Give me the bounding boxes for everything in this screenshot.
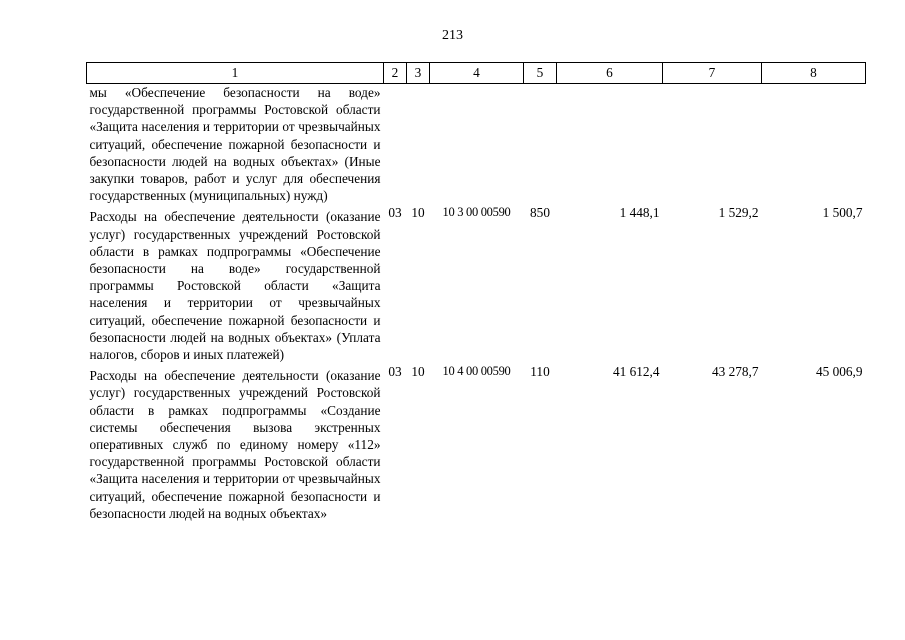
column-number-header bbox=[87, 63, 866, 84]
row-subsection bbox=[407, 84, 430, 205]
column-header: 2 bbox=[384, 63, 407, 84]
table-row bbox=[87, 204, 866, 363]
row-section: 03 bbox=[388, 364, 402, 380]
row-amount-year-2 bbox=[663, 84, 762, 205]
row-subsection: 10 bbox=[411, 364, 425, 380]
column-header: 8 bbox=[762, 63, 866, 84]
table-row bbox=[87, 84, 866, 205]
row-amount-year-3: 1 500,7 bbox=[822, 205, 863, 221]
row-subsection: 10 bbox=[411, 205, 425, 221]
row-section bbox=[384, 84, 407, 205]
row-description: Расходы на обеспечение деятельности (оказание услуг) государственных учреждений Ростовской области в рамках подпрограммы «Создание системы обеспечения вызова экстренных оперативных служб по единому номеру «112» государственной программы Ростовской области «Защита населения и территории от чрезвычайных ситуаций, обеспечение пожарной безопасности и безопасности людей на водных объектах» bbox=[89, 368, 381, 521]
row-amount-year-1: 1 448,1 bbox=[619, 205, 660, 221]
row-target-code: 10 4 00 00590 bbox=[442, 364, 511, 379]
row-amount-year-2: 1 529,2 bbox=[718, 205, 759, 221]
column-header: 7 bbox=[663, 63, 762, 84]
row-amount-year-1 bbox=[557, 84, 663, 205]
row-expense-type: 110 bbox=[530, 364, 550, 380]
page-number: 213 bbox=[442, 28, 463, 43]
column-header: 1 bbox=[87, 63, 384, 84]
budget-table bbox=[86, 62, 866, 522]
column-header: 5 bbox=[524, 63, 557, 84]
row-description: мы «Обеспечение безопасности на воде» государственной программы Ростовской области «Защита населения и территории от чрезвычайных ситуаций, обеспечение пожарной безопасности и безопасности людей на водных объектах» (Иные закупки товаров, работ и услуг для обеспечения государственных (муниципальных) нужд) bbox=[89, 85, 381, 204]
row-amount-year-2: 43 278,7 bbox=[711, 364, 759, 380]
column-header: 3 bbox=[407, 63, 430, 84]
row-expense-type bbox=[524, 84, 557, 205]
row-target-code: 10 3 00 00590 bbox=[442, 205, 511, 220]
row-amount-year-1: 41 612,4 bbox=[612, 364, 660, 380]
row-description: Расходы на обеспечение деятельности (оказание услуг) государственных учреждений Ростовской области в рамках подпрограммы «Обеспечение безопасности на воде» государственной программы Ростовской области «Защита населения и территории от чрезвычайных ситуаций, обеспечение пожарной безопасности и безопасности людей на водных объектах» (Уплата налогов, сборов и иных платежей) bbox=[89, 209, 381, 363]
row-section: 03 bbox=[388, 205, 402, 221]
row-amount-year-3: 45 006,9 bbox=[815, 364, 863, 380]
row-amount-year-3 bbox=[762, 84, 866, 205]
table-row bbox=[87, 363, 866, 522]
row-expense-type: 850 bbox=[530, 205, 550, 221]
row-target-code bbox=[430, 84, 524, 205]
column-header: 4 bbox=[430, 63, 524, 84]
column-header: 6 bbox=[557, 63, 663, 84]
